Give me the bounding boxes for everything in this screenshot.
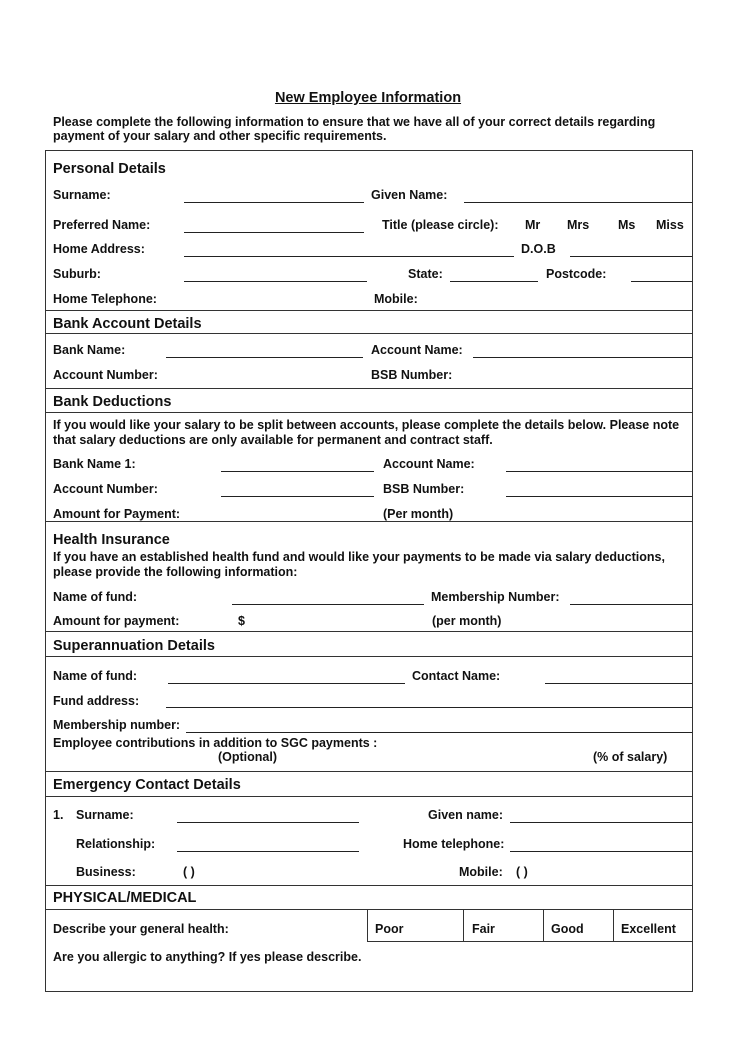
- bank-deductions-text-1: If you would like your salary to be split between accounts, please complete the details below. Please note: [53, 418, 680, 432]
- contact-number: 1.: [53, 808, 64, 822]
- bank-name-field[interactable]: [166, 357, 363, 358]
- health-fund-name-label: Name of fund:: [53, 590, 138, 604]
- given-name-field[interactable]: [464, 202, 692, 203]
- postcode-field[interactable]: [631, 281, 692, 282]
- postcode-label: Postcode:: [546, 267, 607, 281]
- account-number-label: Account Number:: [53, 368, 158, 382]
- deduction-account-number-field[interactable]: [221, 496, 374, 497]
- dollar-sign: $: [238, 614, 245, 628]
- title-option-ms[interactable]: Ms: [618, 218, 636, 232]
- home-address-field[interactable]: [184, 256, 514, 257]
- surname-label: Surname:: [53, 188, 111, 202]
- business-area-code[interactable]: ( ): [183, 865, 195, 879]
- health-option-fair[interactable]: [463, 909, 544, 942]
- emergency-home-telephone-field[interactable]: [510, 851, 692, 852]
- deduction-account-name-field[interactable]: [506, 471, 692, 472]
- emergency-home-telephone-label: Home telephone:: [403, 837, 505, 851]
- title-label: Title (please circle):: [382, 218, 499, 232]
- suburb-field[interactable]: [184, 281, 367, 282]
- section-divider: [45, 333, 693, 334]
- section-divider: [45, 771, 693, 772]
- contact-name-label: Contact Name:: [412, 669, 501, 683]
- section-divider: [45, 631, 693, 632]
- section-divider: [45, 885, 693, 886]
- emergency-given-name-field[interactable]: [510, 822, 692, 823]
- relationship-label: Relationship:: [76, 837, 156, 851]
- health-per-month-label: (per month): [432, 614, 502, 628]
- section-divider: [45, 656, 693, 657]
- health-option-excellent[interactable]: [613, 909, 693, 942]
- deduction-account-name-label: Account Name:: [383, 457, 475, 471]
- health-option-poor-label: Poor: [375, 922, 404, 936]
- deduction-bsb-field[interactable]: [506, 496, 692, 497]
- health-option-good-label: Good: [551, 922, 584, 936]
- general-health-label: Describe your general health:: [53, 922, 229, 936]
- per-month-label: (Per month): [383, 507, 454, 521]
- intro-line-2: payment of your salary and other specific requirements.: [53, 129, 387, 143]
- dob-label: D.O.B: [521, 242, 556, 256]
- account-name-label: Account Name:: [371, 343, 463, 357]
- deduction-account-number-label: Account Number:: [53, 482, 158, 496]
- section-divider: [45, 521, 693, 522]
- health-option-excellent-label: Excellent: [621, 922, 676, 936]
- superannuation-heading: Superannuation Details: [53, 638, 215, 654]
- deduction-bsb-label: BSB Number:: [383, 482, 465, 496]
- membership-number-label: Membership Number:: [431, 590, 560, 604]
- health-text-2: please provide the following information:: [53, 565, 298, 579]
- health-option-good[interactable]: [543, 909, 614, 942]
- relationship-field[interactable]: [177, 851, 359, 852]
- optional-label: (Optional): [218, 750, 278, 764]
- section-divider: [45, 310, 693, 311]
- medical-heading: PHYSICAL/MEDICAL: [53, 890, 197, 906]
- title-option-mr[interactable]: Mr: [525, 218, 541, 232]
- super-membership-label: Membership number:: [53, 718, 181, 732]
- suburb-label: Suburb:: [53, 267, 101, 281]
- given-name-label: Given Name:: [371, 188, 448, 202]
- mobile-area-code[interactable]: ( ): [516, 865, 528, 879]
- form-title: New Employee Information: [274, 90, 462, 106]
- account-name-field[interactable]: [473, 357, 692, 358]
- health-option-fair-label: Fair: [472, 922, 495, 936]
- membership-number-field[interactable]: [570, 604, 692, 605]
- allergy-question: Are you allergic to anything? If yes please describe.: [53, 950, 362, 964]
- health-option-poor[interactable]: [367, 909, 464, 942]
- home-telephone-label: Home Telephone:: [53, 292, 157, 306]
- amount-for-payment-label: Amount for Payment:: [53, 507, 181, 521]
- fund-address-label: Fund address:: [53, 694, 140, 708]
- preferred-name-field[interactable]: [184, 232, 364, 233]
- state-field[interactable]: [450, 281, 538, 282]
- title-option-mrs[interactable]: Mrs: [567, 218, 590, 232]
- dob-field[interactable]: [570, 256, 692, 257]
- mobile-label: Mobile:: [374, 292, 418, 306]
- health-fund-name-field[interactable]: [232, 604, 424, 605]
- preferred-name-label: Preferred Name:: [53, 218, 151, 232]
- personal-details-heading: Personal Details: [53, 161, 166, 177]
- home-address-label: Home Address:: [53, 242, 145, 256]
- section-divider: [45, 412, 693, 413]
- super-membership-field[interactable]: [186, 732, 692, 733]
- intro-line-1: Please complete the following information to ensure that we have all of your correct details regarding: [53, 115, 656, 129]
- health-insurance-heading: Health Insurance: [53, 532, 170, 548]
- contact-name-field[interactable]: [545, 683, 692, 684]
- business-label: Business:: [76, 865, 136, 879]
- bank-deductions-text-2: that salary deductions are only available for permanent and contract staff.: [53, 433, 493, 447]
- health-amount-label: Amount for payment:: [53, 614, 180, 628]
- emergency-contact-heading: Emergency Contact Details: [53, 777, 241, 793]
- surname-field[interactable]: [184, 202, 364, 203]
- bank-name-1-field[interactable]: [221, 471, 374, 472]
- emergency-mobile-label: Mobile:: [459, 865, 503, 879]
- state-label: State:: [408, 267, 443, 281]
- title-option-miss[interactable]: Miss: [656, 218, 684, 232]
- bank-name-label: Bank Name:: [53, 343, 126, 357]
- section-divider: [45, 388, 693, 389]
- super-fund-name-field[interactable]: [168, 683, 405, 684]
- section-divider: [45, 796, 693, 797]
- percent-salary-label: (% of salary): [593, 750, 668, 764]
- bsb-number-label: BSB Number:: [371, 368, 453, 382]
- bank-account-heading: Bank Account Details: [53, 316, 202, 332]
- contributions-label: Employee contributions in addition to SGC payments :: [53, 736, 378, 750]
- super-fund-name-label: Name of fund:: [53, 669, 138, 683]
- emergency-given-name-label: Given name:: [428, 808, 504, 822]
- fund-address-field[interactable]: [166, 707, 692, 708]
- bank-deductions-heading: Bank Deductions: [53, 394, 172, 410]
- emergency-surname-label: Surname:: [76, 808, 134, 822]
- bank-name-1-label: Bank Name 1:: [53, 457, 136, 471]
- health-text-1: If you have an established health fund and would like your payments to be made via salary deductions,: [53, 550, 665, 564]
- emergency-surname-field[interactable]: [177, 822, 359, 823]
